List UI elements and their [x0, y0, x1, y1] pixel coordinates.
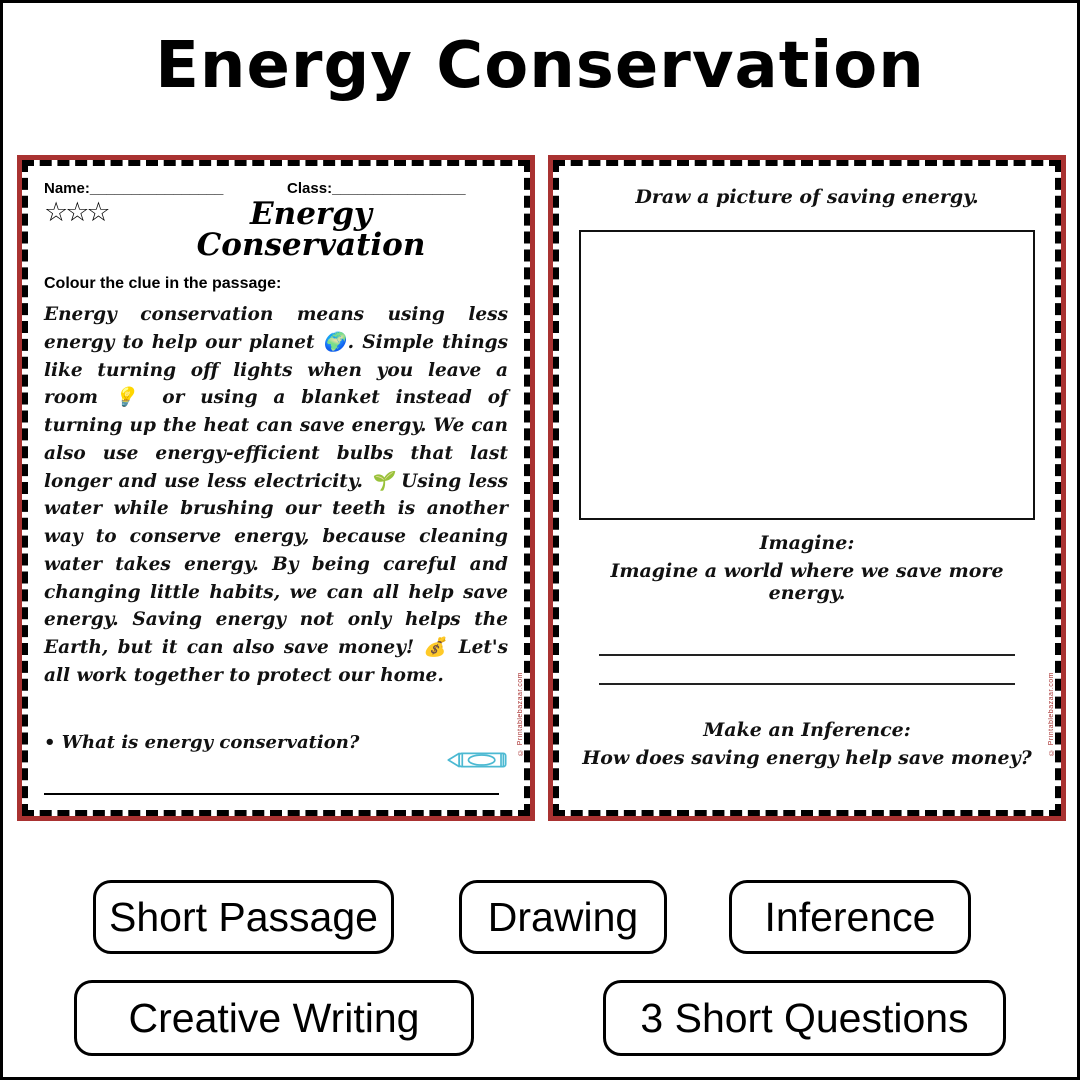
- class-field: [287, 180, 508, 197]
- answer-line-1: [44, 793, 499, 795]
- class-label: Class:: [287, 180, 333, 197]
- drawing-prompt: Draw a picture of saving energy.: [635, 186, 979, 208]
- tag-inference: Inference: [729, 880, 971, 954]
- imagine-heading: Imagine:: [759, 532, 855, 554]
- name-class-row: [44, 180, 508, 197]
- tag-short-passage: Short Passage: [93, 880, 394, 954]
- inference-prompt: How does saving energy help save money?: [582, 747, 1032, 769]
- colour-clue-instruction: Colour the clue in the passage:: [44, 275, 282, 292]
- tag-creative-writing: Creative Writing: [74, 980, 474, 1056]
- worksheet-title: Energy Conservation: [196, 196, 426, 263]
- tag-3-short-questions: 3 Short Questions: [603, 980, 1006, 1056]
- class-blank-line: ________________: [332, 180, 466, 197]
- watermark-text: © Printablebazaar.com: [1048, 671, 1055, 755]
- worksheet-page-right: [548, 155, 1066, 821]
- crayon-blue-icon: [446, 748, 508, 772]
- watermark-text: © Printablebazaar.com: [517, 671, 524, 755]
- page-title: Energy Conservation: [155, 29, 925, 103]
- rating-stars-icon: ☆☆☆: [44, 197, 108, 228]
- questions-section: [44, 732, 508, 817]
- imagine-answer-line-1: [599, 654, 1015, 656]
- drawing-box: [579, 230, 1035, 520]
- name-field: [44, 180, 287, 197]
- worksheet-header: [44, 196, 508, 263]
- worksheet-page-right-inner: [553, 160, 1061, 816]
- bullet: •: [44, 731, 56, 753]
- inference-heading: Make an Inference:: [703, 719, 911, 741]
- reading-passage: Energy conservation means using less energy to help our planet 🌍. Simple things like turning off lights when you leave a room 💡 or using a blanket instead of turning up the heat can save energy. We can also use energy-efficient bulbs that last longer and use less electricity. 🌱 Using less water while brushing our teeth is another way to conserve energy, because cleaning water takes energy. By being careful and changing little habits, we can all help save energy. Saving energy not only helps the Earth, but it can also save money! 💰 Let's all work together to protect our home.: [44, 304, 508, 686]
- imagine-prompt: Imagine a world where we save more energy.: [610, 560, 1004, 604]
- question-1-text: • What is energy conservation?: [44, 731, 360, 753]
- question-1: [44, 732, 508, 795]
- imagine-answer-line-2: [599, 683, 1015, 685]
- name-label: Name:: [44, 180, 90, 197]
- tag-drawing: Drawing: [459, 880, 667, 954]
- worksheet-page-left-inner: [22, 160, 530, 816]
- worksheet-page-left: [17, 155, 535, 821]
- name-blank-line: ________________: [89, 180, 224, 197]
